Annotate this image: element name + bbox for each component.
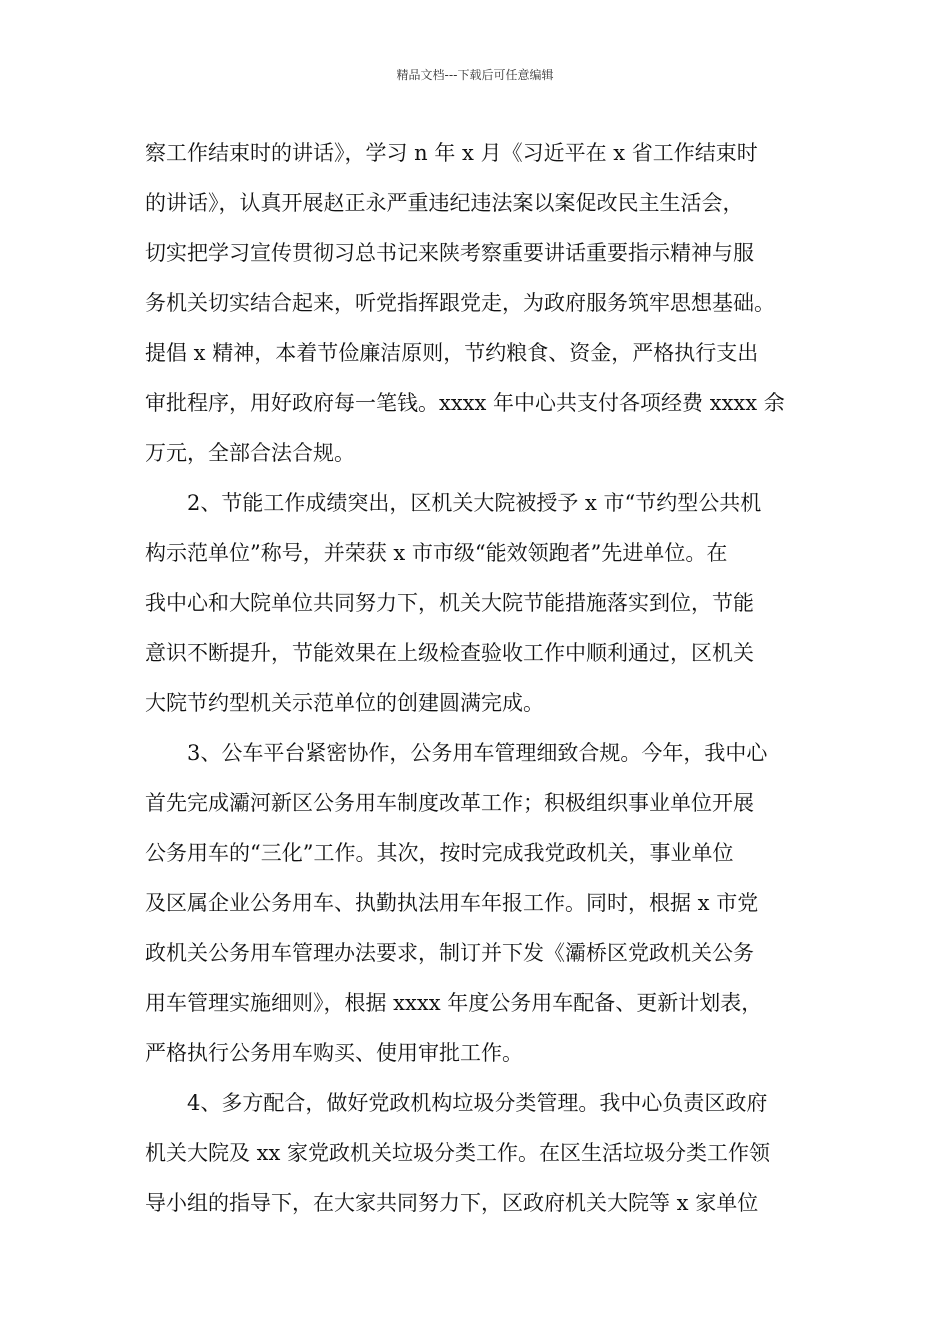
- paragraph-start-line: 3、公车平台紧密协作，公务用车管理细致合规。今年，我中心: [187, 741, 768, 765]
- text-line: 大院节约型机关示范单位的创建圆满完成。: [145, 691, 544, 715]
- text-line: 提倡 x 精神，本着节俭廉洁原则，节约粮食、资金，严格执行支出: [145, 341, 759, 365]
- paragraph-start-line: 2、节能工作成绩突出，区机关大院被授予 x 市“节约型公共机: [187, 491, 762, 515]
- text-line: 万元，全部合法合规。: [145, 441, 355, 465]
- text-line: 公务用车的“三化”工作。其次，按时完成我党政机关，事业单位: [145, 841, 734, 865]
- text-line: 用车管理实施细则》，根据 xxxx 年度公务用车配备、更新计划表，: [145, 991, 763, 1015]
- text-line: 及区属企业公务用车、执勤执法用车年报工作。同时，根据 x 市党: [145, 891, 759, 915]
- text-line: 察工作结束时的讲话》，学习 n 年 x 月《习近平在 x 省工作结束时: [145, 141, 758, 165]
- text-line: 意识不断提升，节能效果在上级检查验收工作中顺利通过，区机关: [145, 641, 754, 665]
- text-line: 严格执行公务用车购买、使用审批工作。: [145, 1041, 523, 1065]
- text-line: 我中心和大院单位共同努力下，机关大院节能措施落实到位，节能: [145, 591, 754, 615]
- page-header: 精品文档---下载后可任意编辑: [396, 68, 554, 82]
- paragraph-start-line: 4、多方配合，做好党政机构垃圾分类管理。我中心负责区政府: [187, 1091, 768, 1115]
- text-line: 切实把学习宣传贯彻习总书记来陕考察重要讲话重要指示精神与服: [145, 241, 754, 265]
- text-line: 政机关公务用车管理办法要求，制订并下发《灞桥区党政机关公务: [145, 941, 754, 965]
- text-line: 构示范单位”称号，并荣获 x 市市级“能效领跑者”先进单位。在: [145, 541, 728, 565]
- document-body: [145, 128, 815, 1228]
- text-line: 机关大院及 xx 家党政机关垃圾分类工作。在区生活垃圾分类工作领: [145, 1141, 771, 1165]
- text-line: 导小组的指导下，在大家共同努力下，区政府机关大院等 x 家单位: [145, 1191, 759, 1215]
- text-line: 审批程序，用好政府每一笔钱。xxxx 年中心共支付各项经费 xxxx 余: [145, 391, 785, 415]
- text-line: 务机关切实结合起来，听党指挥跟党走，为政府服务筑牢思想基础。: [145, 291, 775, 315]
- text-line: 的讲话》，认真开展赵正永严重违纪违法案以案促改民主生活会，: [145, 191, 744, 215]
- text-line: 首先完成灞河新区公务用车制度改革工作；积极组织事业单位开展: [145, 791, 754, 815]
